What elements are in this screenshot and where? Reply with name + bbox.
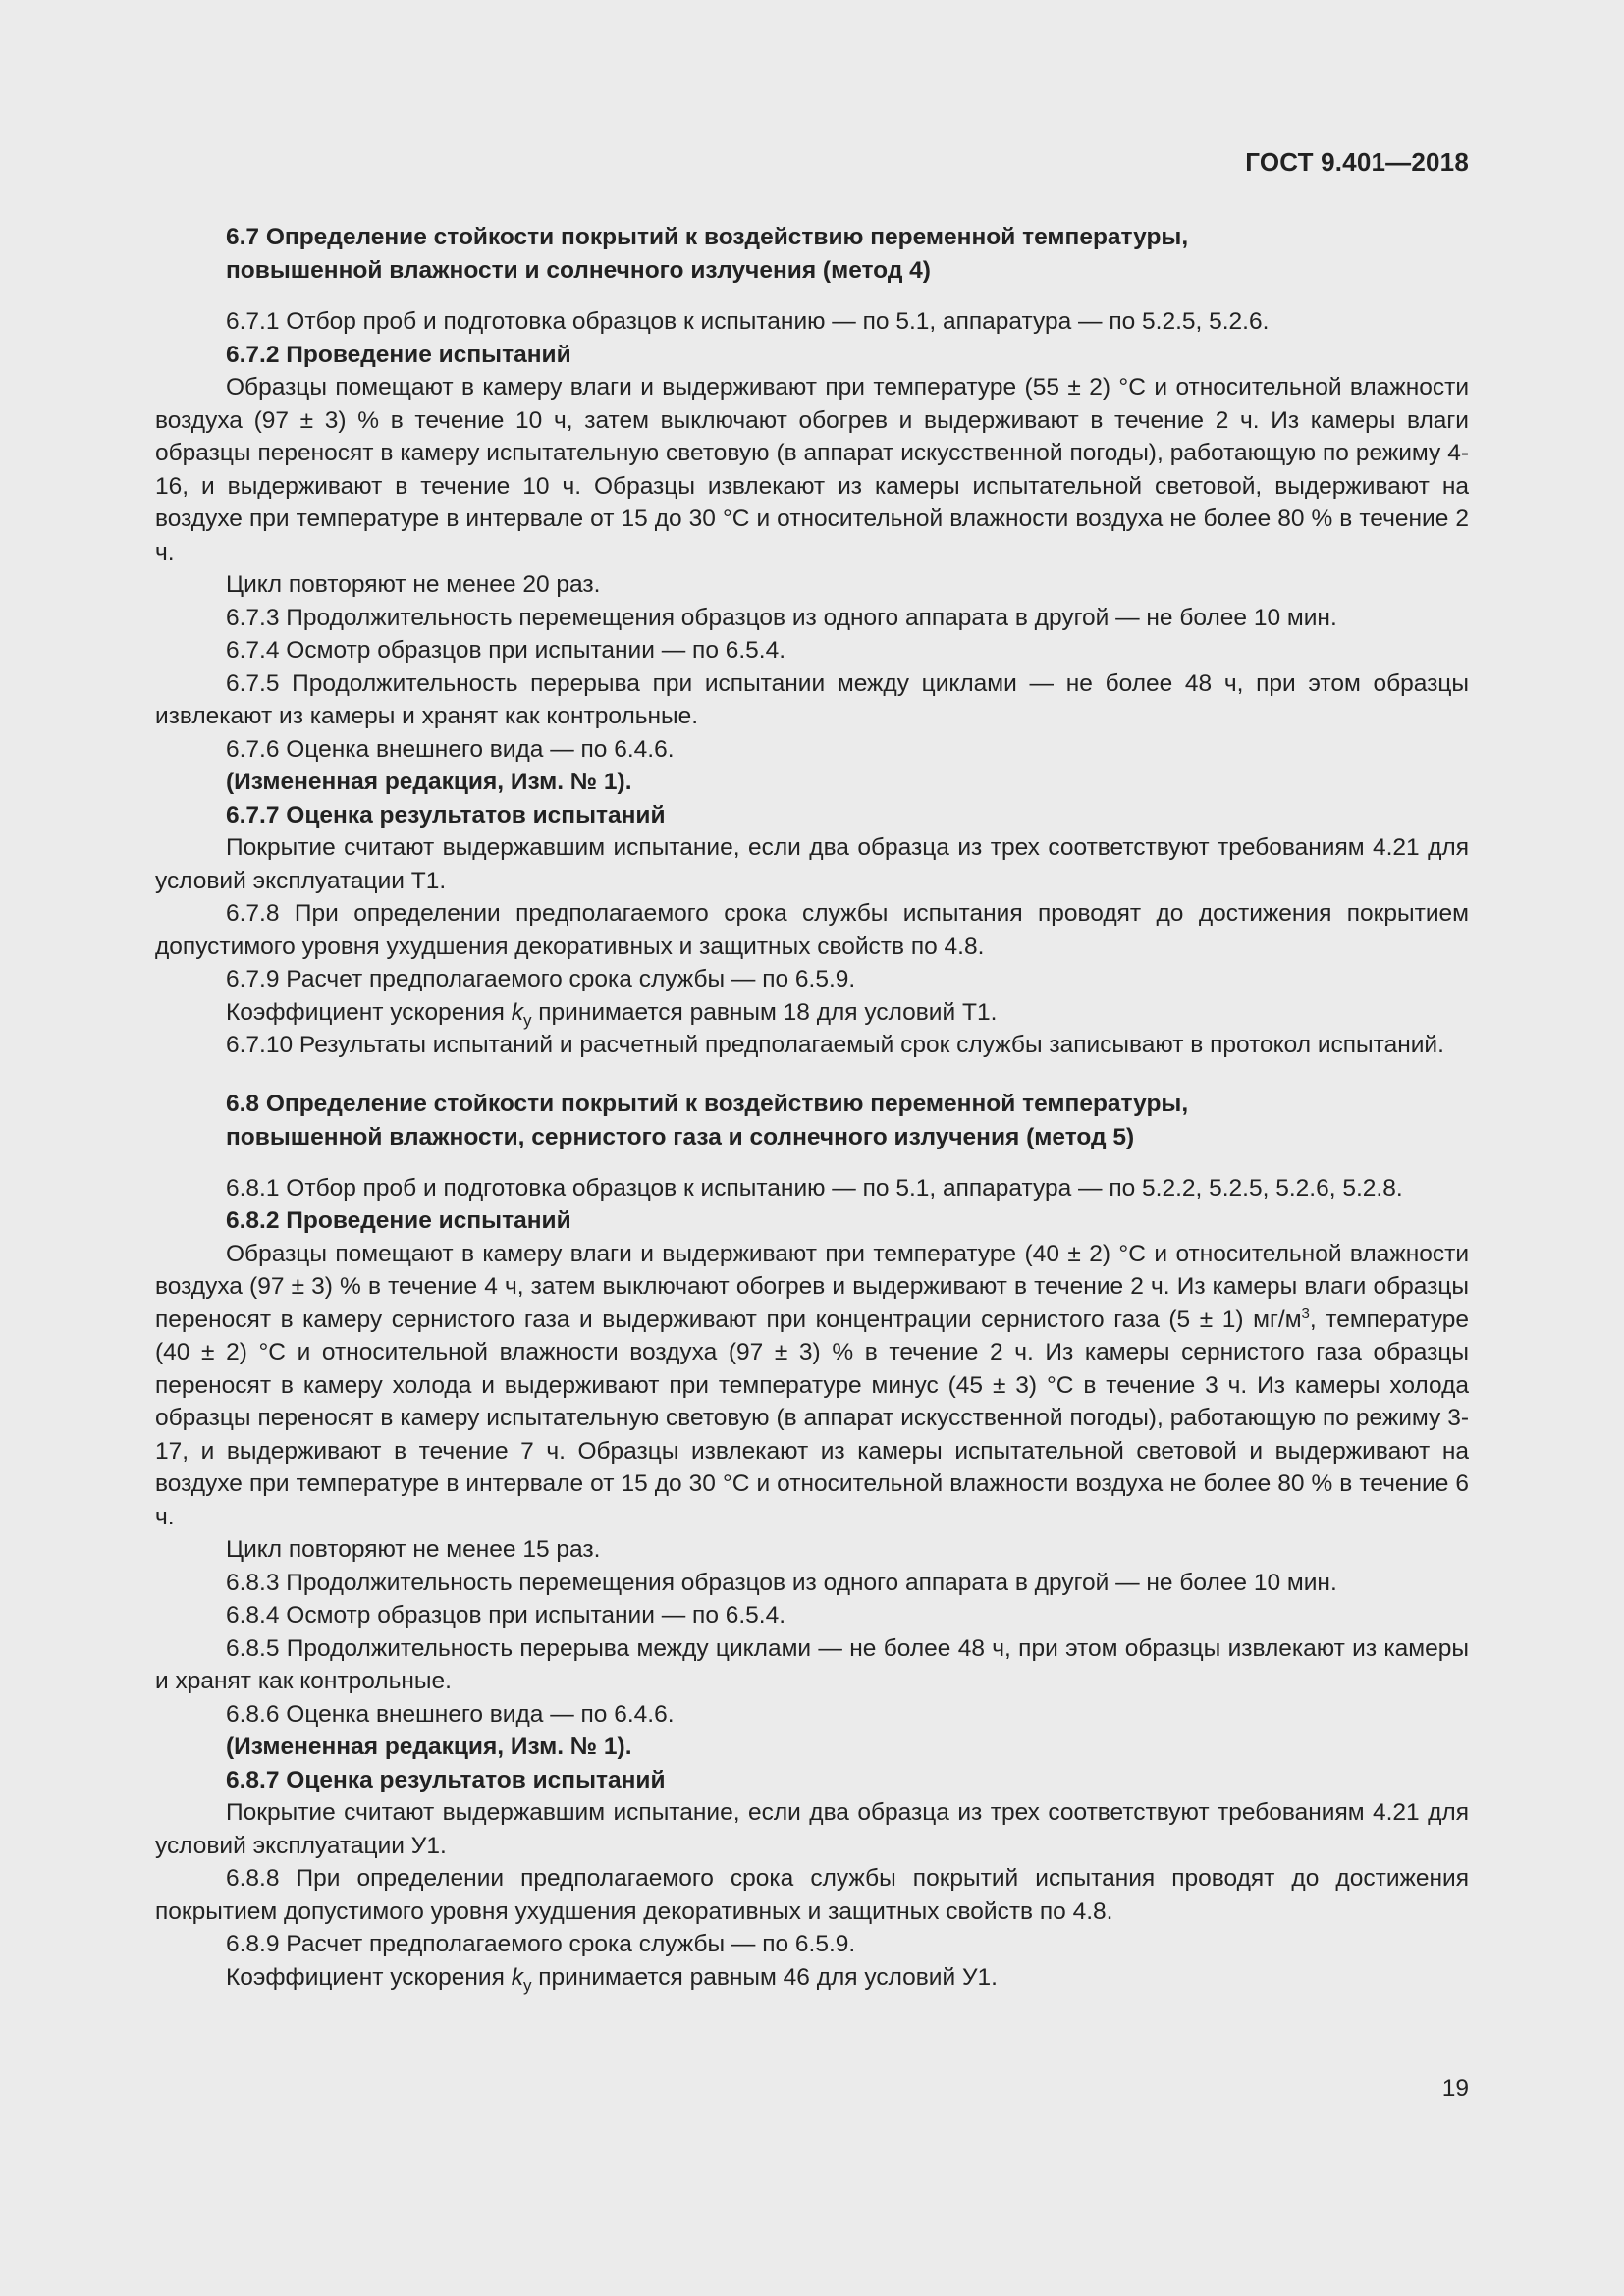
- coef-subscript: у: [522, 1975, 532, 1995]
- section-title-line-2: повышенной влажности и солнечного излучения (метод 4): [226, 257, 931, 284]
- coef-subscript: у: [522, 1010, 532, 1030]
- paragraph-cycle-count: Цикл повторяют не менее 20 раз.: [226, 571, 601, 598]
- paragraph-6-7-7-text: Покрытие считают выдержавшим испытание, если два образца из трех соответствуют требованиям 4.21 для условий эксплуатации Т1.: [155, 834, 1469, 894]
- paragraph-6-8-5: 6.8.5 Продолжительность перерыва между циклами — не более 48 ч, при этом образцы извлекают из камеры и хранят как контрольные.: [155, 1634, 1469, 1694]
- paragraph-6-7-9: 6.7.9 Расчет предполагаемого срока службы — по 6.5.9.: [226, 966, 856, 992]
- section-6-8-title: [155, 1088, 1469, 1154]
- paragraph-6-8-6: 6.8.6 Оценка внешнего вида — по 6.4.6.: [226, 1700, 675, 1728]
- paragraph-6-8-1: 6.8.1 Отбор проб и подготовка образцов к испытанию — по 5.1, аппаратура — по 5.2.2, 5.2.5, 5.2.6, 5.2.8.: [226, 1174, 1403, 1201]
- paragraph-acceleration-coefficient: [155, 996, 1469, 1030]
- document-header: ГОСТ 9.401—2018: [1245, 147, 1469, 177]
- paragraph-6-7-6: 6.7.6 Оценка внешнего вида — по 6.4.6.: [226, 735, 675, 763]
- section-title-line-1: 6.8 Определение стойкости покрытий к воздействию переменной температуры,: [226, 1090, 1189, 1117]
- text-part-a: Образцы помещают в камеру влаги и выдерживают при температуре (40 ± 2) °С и относительной влажности воздуха (97 ± 3) % в течение 4 ч, затем выключают обогрев и выдерживают в течение 2 ч. Из камеры влаги образцы переносят в камеру сернистого газа и выдерживают при концентрации сернистого газа (5 ± 1) мг/м: [155, 1240, 1469, 1333]
- paragraph-6-8-4: 6.8.4 Осмотр образцов при испытании — по 6.5.4.: [226, 1602, 786, 1629]
- amendment-note: (Измененная редакция, Изм. № 1).: [226, 1734, 632, 1760]
- coef-symbol: k: [511, 998, 523, 1026]
- page-number: 19: [1441, 2075, 1469, 2102]
- paragraph-6-8-2-text: [155, 1238, 1469, 1534]
- paragraph-6-7-1: 6.7.1 Отбор проб и подготовка образцов к испытанию — по 5.1, аппаратура — по 5.2.5, 5.2.6.: [226, 308, 1270, 335]
- paragraph-6-7-2-text: Образцы помещают в камеру влаги и выдерживают при температуре (55 ± 2) °С и относительной влажности воздуха (97 ± 3) % в течение 10 ч, затем выключают обогрев и выдерживают в течение 2 ч. Из камеры влаги образцы переносят в камеру испытательную световую (в аппарат искусственной погоды), работающую по режиму 4-16, и выдерживают в течение 10 ч. Образцы извлекают из камеры испытательной световой, выдерживают на воздухе при температуре в интервале от 15 до 30 °С и относительной влажности воздуха не более 80 % в течение 2 ч.: [155, 374, 1469, 565]
- text-part-b: , температуре (40 ± 2) °С и относительной влажности воздуха (97 ± 3) % в течение 2 ч. Из камеры сернистого газа образцы переносят в камеру холода и выдерживают при температуре минус (45 ± 3) °С в течение 3 ч. Из камеры холода образцы переносят в камеру испытательную световую (в аппарат искусственной погоды), работающую по режиму 3-17, и выдерживают в течение 7 ч. Образцы извлекают из камеры испытательной световой и выдерживают на воздухе при температуре в интервале от 15 до 30 °С и относительной влажности воздуха не более 80 % в течение 6 ч.: [155, 1306, 1470, 1530]
- paragraph-acceleration-coefficient: [155, 1961, 1469, 1995]
- paragraph-6-8-9: 6.8.9 Расчет предполагаемого срока службы — по 6.5.9.: [226, 1931, 856, 1957]
- coef-text-b: принимается равным 46 для условий У1.: [531, 1963, 998, 1991]
- paragraph-6-8-7-text: Покрытие считают выдержавшим испытание, если два образца из трех соответствуют требованиям 4.21 для условий эксплуатации У1.: [155, 1799, 1469, 1859]
- section-6-7-title: [155, 221, 1469, 288]
- subheading-6-8-7: 6.8.7 Оценка результатов испытаний: [226, 1766, 666, 1793]
- superscript: 3: [1301, 1305, 1310, 1322]
- paragraph-6-8-3: 6.8.3 Продолжительность перемещения образцов из одного аппарата в другой — не более 10 мин.: [226, 1569, 1337, 1596]
- paragraph-6-7-3: 6.7.3 Продолжительность перемещения образцов из одного аппарата в другой — не более 10 мин.: [226, 604, 1337, 631]
- subheading-6-7-2: 6.7.2 Проведение испытаний: [226, 341, 571, 368]
- amendment-note: (Измененная редакция, Изм. № 1).: [226, 769, 632, 795]
- paragraph-6-8-8: 6.8.8 При определении предполагаемого срока службы покрытий испытания проводят до достижения покрытием допустимого уровня ухудшения декоративных и защитных свойств по 4.8.: [155, 1865, 1469, 1925]
- paragraph-6-7-5: 6.7.5 Продолжительность перерыва при испытании между циклами — не более 48 ч, при этом образцы извлекают из камеры и хранят как контрольные.: [155, 669, 1469, 729]
- paragraph-6-7-8: 6.7.8 При определении предполагаемого срока службы испытания проводят до достижения покрытием допустимого уровня ухудшения декоративных и защитных свойств по 4.8.: [155, 900, 1469, 960]
- paragraph-6-7-4: 6.7.4 Осмотр образцов при испытании — по 6.5.4.: [226, 637, 786, 664]
- subheading-6-8-2: 6.8.2 Проведение испытаний: [226, 1207, 571, 1234]
- coef-text-a: Коэффициент ускорения: [226, 998, 512, 1026]
- coef-text-a: Коэффициент ускорения: [226, 1963, 512, 1991]
- paragraph-6-7-10: 6.7.10 Результаты испытаний и расчетный предполагаемый срок службы записывают в протокол испытаний.: [226, 1032, 1444, 1058]
- page-content: [155, 221, 1469, 1994]
- section-title-line-2: повышенной влажности, сернистого газа и солнечного излучения (метод 5): [226, 1123, 1135, 1150]
- subheading-6-7-7: 6.7.7 Оценка результатов испытаний: [226, 801, 666, 828]
- coef-text-b: принимается равным 18 для условий Т1.: [531, 998, 998, 1026]
- section-title-line-1: 6.7 Определение стойкости покрытий к воздействию переменной температуры,: [226, 224, 1189, 250]
- paragraph-cycle-count: Цикл повторяют не менее 15 раз.: [226, 1536, 601, 1563]
- coef-symbol: k: [511, 1963, 523, 1991]
